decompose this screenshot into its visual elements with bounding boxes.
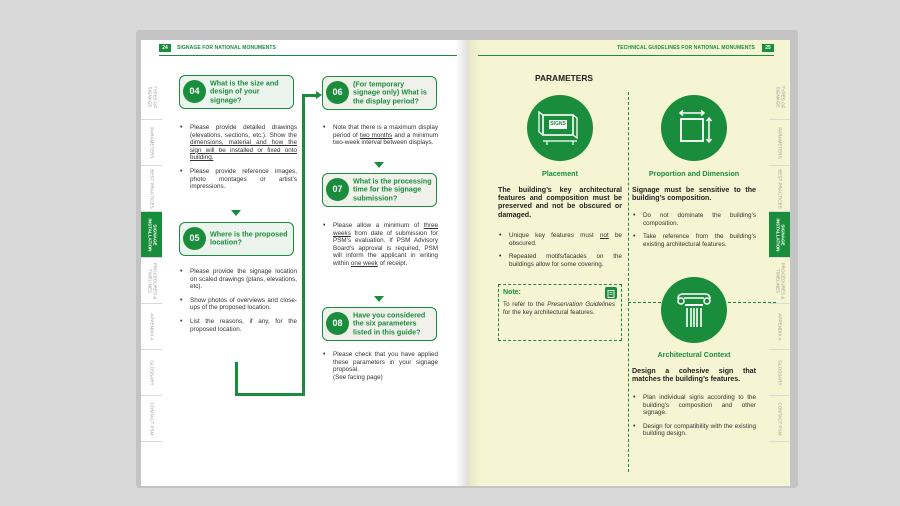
list-item: • Repeated motifs/facades on the buildings allow for some covering. xyxy=(498,253,622,268)
list-item: • Unique key features must not be obscured. xyxy=(498,232,622,247)
page-number: 24 xyxy=(159,44,171,52)
step-08-question: Have you considered the six parameters listed in this guide? xyxy=(353,310,426,337)
note-box xyxy=(498,284,622,341)
flow-arrow xyxy=(374,162,384,168)
list-item: • Show photos of overviews and close-ups of the proposed location. xyxy=(179,297,297,312)
list-item: • Do not dominate the building’s composition. xyxy=(632,212,756,227)
signboard-icon xyxy=(527,95,593,161)
header-rule xyxy=(159,55,457,56)
proportion-bullets xyxy=(632,212,756,254)
tab-best-practices[interactable]: BEST PRACTICES xyxy=(141,166,162,212)
tab-parameters[interactable]: PARAMETERS xyxy=(141,120,162,166)
tab-appendix-a[interactable]: APPENDIX A xyxy=(141,304,162,350)
note-book-icon xyxy=(605,287,617,299)
list-item: • Please check that you have applied these parameters in your signage proposal. (See facing page) xyxy=(322,351,438,381)
tab-signage-installation[interactable]: SIGNAGE INSTALLATION xyxy=(141,212,162,258)
step-06-box xyxy=(322,76,437,110)
right-page xyxy=(468,40,790,486)
placement-title: Placement xyxy=(542,169,578,178)
tab-glossary[interactable]: GLOSSARY xyxy=(141,350,162,396)
step-04-box xyxy=(179,75,294,109)
flow-arrow xyxy=(374,296,384,302)
step-07-question: What is the processing time for the signage submission? xyxy=(353,176,432,203)
page-title: PARAMETERS xyxy=(534,73,593,83)
step-05-bullets xyxy=(179,268,297,339)
resize-arrows-icon xyxy=(661,95,727,161)
section-tabs xyxy=(141,74,162,442)
tab-appendix-a[interactable]: APPENDIX A xyxy=(769,304,790,350)
step-05-question: Where is the proposed location? xyxy=(210,229,288,247)
note-text: To refer to the Preservation Guidelines for the key architectural features. xyxy=(503,301,615,316)
left-page xyxy=(141,40,468,486)
tab-parameters[interactable]: PARAMETERS xyxy=(769,120,790,166)
step-08-box xyxy=(322,307,437,341)
step-04-number: 04 xyxy=(183,80,206,103)
tab-contact-psm[interactable]: CONTACT PSM xyxy=(769,396,790,442)
running-header: TECHNICAL GUIDELINES FOR NATIONAL MONUMENTS xyxy=(617,45,755,51)
list-item: • Design for compatibility with the existing building design. xyxy=(632,423,756,438)
step-07-number: 07 xyxy=(326,178,349,201)
list-item: • Take reference from the building’s existing architectural features. xyxy=(632,233,756,248)
tab-signage-installation[interactable]: SIGNAGE INSTALLATION xyxy=(769,212,790,258)
step-05-number: 05 xyxy=(183,227,206,250)
step-06-number: 06 xyxy=(326,81,349,104)
list-item: • Note that there is a maximum display period of two months and a minimum two-week interval between displays. xyxy=(322,124,438,147)
list-item: • Please provide detailed drawings (elevations, sections, etc.). Show the dimensions, material and how the sign will be installed or fixed onto building. xyxy=(179,124,297,162)
flow-arrow xyxy=(231,210,241,216)
header-rule xyxy=(478,55,774,56)
flow-connector xyxy=(302,94,305,396)
step-05-box xyxy=(179,222,294,256)
step-06-question: (For temporary signage only) What is the display period? xyxy=(353,79,427,106)
column-divider xyxy=(628,92,629,472)
context-lead: Design a cohesive sign that matches the building’s features. xyxy=(632,367,756,384)
tab-procedures-timelines[interactable]: PROCEDURES & TIMELINES xyxy=(769,258,790,304)
placement-lead: The building’s key architectural features and composition must be preserved and not be obscured or damaged. xyxy=(498,186,622,219)
placement-bullets xyxy=(498,232,622,274)
flow-connector xyxy=(235,393,305,396)
running-header: SIGNAGE FOR NATIONAL MONUMENTS xyxy=(177,45,276,51)
list-item: • List the reasons, if any, for the proposed location. xyxy=(179,318,297,333)
tab-types-of-signage[interactable]: TYPES OF SIGNAGE xyxy=(141,74,162,120)
list-item: • Please provide reference images, photo montages or artist’s impressions. xyxy=(179,168,297,191)
list-item: • Please allow a minimum of three weeks from date of submission for PSM’s evaluation. If PSM Advisory Board’s approval is required, PSM will inform the applicant in writing within one week of receipt. xyxy=(322,222,438,268)
section-tabs xyxy=(769,74,790,442)
step-06-bullets xyxy=(322,124,438,153)
tab-best-practices[interactable]: BEST PRACTICES xyxy=(769,166,790,212)
context-title: Architectural Context xyxy=(657,350,731,359)
note-title: Note: xyxy=(503,289,521,296)
list-item: • Please provide the signage location on scaled drawings (plans, elevations, etc). xyxy=(179,268,297,291)
tab-procedures-timelines[interactable]: PROCEDURES & TIMELINES xyxy=(141,258,162,304)
context-bullets xyxy=(632,394,756,444)
sign-label: SIGNS xyxy=(550,121,566,127)
flow-connector xyxy=(235,362,238,396)
step-04-bullets xyxy=(179,124,297,197)
tab-types-of-signage[interactable]: TYPES OF SIGNAGE xyxy=(769,74,790,120)
step-04-question: What is the size and design of your signage? xyxy=(210,78,279,105)
step-07-bullets xyxy=(322,222,438,274)
proportion-lead: Signage must be sensitive to the building’s composition. xyxy=(632,186,756,203)
tab-contact-psm[interactable]: CONTACT PSM xyxy=(141,396,162,442)
list-item: • Plan individual signs according to the building’s composition and other signage. xyxy=(632,394,756,417)
proportion-title: Proportion and Dimension xyxy=(648,169,740,178)
step-08-number: 08 xyxy=(326,312,349,335)
step-07-box xyxy=(322,173,437,207)
step-08-bullets xyxy=(322,351,438,387)
page-number: 25 xyxy=(762,44,774,52)
tab-glossary[interactable]: GLOSSARY xyxy=(769,350,790,396)
column-capital-icon xyxy=(661,277,727,343)
